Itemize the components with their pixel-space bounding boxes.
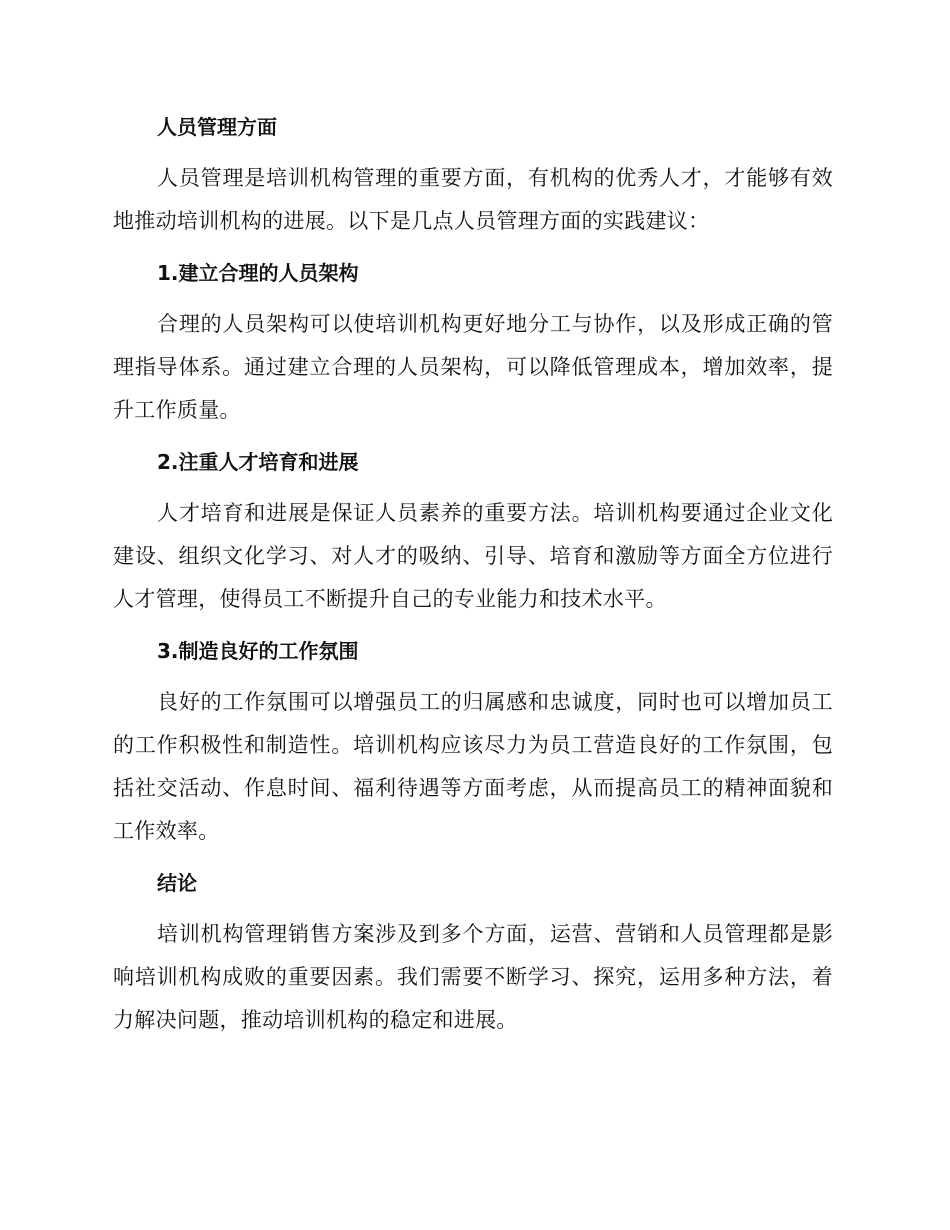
section-paragraph-work-atmosphere: 良好的工作氛围可以增强员工的归属感和忠诚度，同时也可以增加员工的工作积极性和制造性。培训机构应该尽力为员工营造良好的工作氛围，包括社交活动、作息时间、福利待遇等方面考虑，从而提高员工的精神面貌和工作效率。 <box>113 690 833 843</box>
section-paragraph-org-structure: 合理的人员架构可以使培训机构更好地分工与协作，以及形成正确的管理指导体系。通过建立合理的人员架构，可以降低管理成本，增加效率，提升工作质量。 <box>113 312 833 422</box>
section-heading-work-atmosphere: 3.制造良好的工作氛围 <box>157 639 359 663</box>
section-heading-org-structure: 1.建立合理的人员架构 <box>157 261 359 285</box>
section-paragraph-talent-development: 人才培育和进展是保证人员素养的重要方法。培训机构要通过企业文化建设、组织文化学习、对人才的吸纳、引导、培育和激励等方面全方位进行人才管理，使得员工不断提升自己的专业能力和技术水平。 <box>113 501 833 611</box>
document-page <box>113 100 833 1046</box>
section-paragraph-personnel-management: 人员管理是培训机构管理的重要方面，有机构的优秀人才，才能够有效地推动培训机构的进展。以下是几点人员管理方面的实践建议： <box>113 166 833 233</box>
section-heading-conclusion: 结论 <box>157 871 197 895</box>
section-paragraph-conclusion: 培训机构管理销售方案涉及到多个方面，运营、营销和人员管理都是影响培训机构成败的重要因素。我们需要不断学习、探究，运用多种方法，着力解决问题，推动培训机构的稳定和进展。 <box>113 922 833 1032</box>
section-heading-personnel-management: 人员管理方面 <box>157 115 277 139</box>
section-heading-talent-development: 2.注重人才培育和进展 <box>157 450 359 474</box>
